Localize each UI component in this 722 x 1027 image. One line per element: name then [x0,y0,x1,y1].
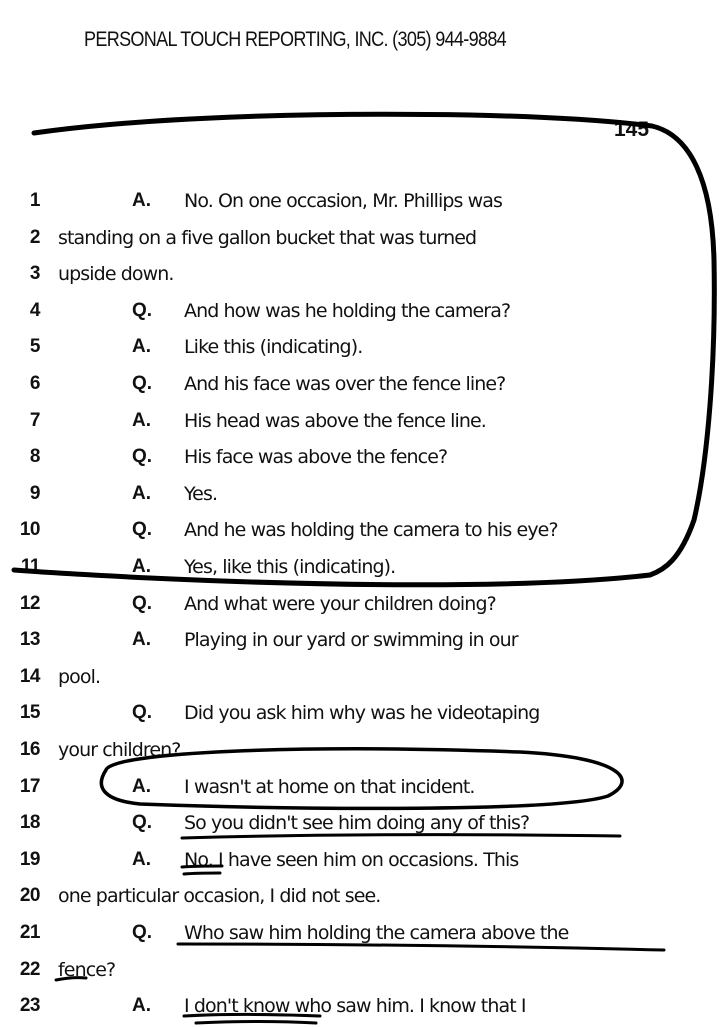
line-number: 18 [19,812,40,833]
transcript-line [0,666,722,696]
speaker-label: Q. [132,593,153,614]
line-number: 16 [19,739,40,760]
line-text: Who saw him holding the camera above the [184,922,569,944]
transcript-line [0,849,722,879]
transcript-line [0,776,722,806]
line-text: pool. [58,666,101,688]
line-number: 3 [29,263,40,284]
line-number: 2 [29,227,40,248]
line-text: No. I have seen him on occasions. This [184,849,519,871]
transcript-line [0,556,722,586]
transcript-line [0,959,722,989]
speaker-label: Q. [132,812,153,833]
speaker-label: A. [132,190,151,211]
line-text: And he was holding the camera to his eye? [184,519,558,541]
line-text: So you didn't see him doing any of this? [184,812,530,834]
transcript-line [0,446,722,476]
speaker-label: Q. [132,300,153,321]
line-number: 10 [19,519,40,540]
transcript-line [0,410,722,440]
speaker-label: A. [132,410,151,431]
line-text: No. On one occasion, Mr. Phillips was [184,190,503,212]
speaker-label: Q. [132,446,153,467]
line-number: 8 [29,446,40,467]
line-text: upside down. [58,263,174,285]
transcript-line [0,519,722,549]
speaker-label: Q. [132,519,153,540]
line-number: 7 [29,410,40,431]
transcript-line [0,336,722,366]
transcript-line [0,483,722,513]
line-number: 17 [19,776,40,797]
line-text: I wasn't at home on that incident. [184,776,475,798]
speaker-label: Q. [132,922,153,943]
line-text: Yes. [184,483,218,505]
transcript-line [0,227,722,257]
speaker-label: A. [132,483,151,504]
line-number: 6 [29,373,40,394]
line-text: one particular occasion, I did not see. [58,885,381,907]
line-text: And how was he holding the camera? [184,300,511,322]
speaker-label: A. [132,849,151,870]
transcript-line [0,995,722,1025]
line-number: 22 [19,959,40,980]
speaker-label: Q. [132,702,153,723]
line-text: your children? [58,739,181,761]
line-number: 19 [19,849,40,870]
transcript-line [0,190,722,220]
speaker-label: Q. [132,373,153,394]
line-text: And what were your children doing? [184,593,496,615]
line-number: 4 [29,300,40,321]
line-number: 12 [19,593,40,614]
speaker-label: A. [132,336,151,357]
line-text: His face was above the fence? [184,446,448,468]
line-text: And his face was over the fence line? [184,373,506,395]
transcript-line [0,812,722,842]
page-number: 145 [614,118,650,141]
line-number: 1 [29,190,40,211]
line-number: 23 [19,995,40,1016]
line-number: 5 [29,336,40,357]
line-text: Like this (indicating). [184,336,363,358]
transcript-line [0,702,722,732]
line-number: 13 [19,629,40,650]
line-number: 11 [20,556,40,577]
transcript-line [0,593,722,623]
line-number: 15 [19,702,40,723]
line-text: Yes, like this (indicating). [184,556,396,578]
transcript-line [0,922,722,952]
speaker-label: A. [132,629,151,650]
transcript-line [0,885,722,915]
transcript-line [0,300,722,330]
line-number: 21 [19,922,40,943]
transcript-line [0,373,722,403]
line-text: standing on a five gallon bucket that was turned [58,227,477,249]
line-number: 9 [29,483,40,504]
line-text: His head was above the fence line. [184,410,486,432]
speaker-label: A. [132,995,151,1016]
line-number: 14 [19,666,40,687]
transcript-line [0,739,722,769]
line-text: Did you ask him why was he videotaping [184,702,540,724]
line-text: Playing in our yard or swimming in our [184,629,518,651]
page-header: PERSONAL TOUCH REPORTING, INC. (305) 944-9884 [84,28,507,51]
transcript-line [0,629,722,659]
line-text: I don't know who saw him. I know that I [184,995,526,1017]
line-text: fence? [58,959,116,981]
line-number: 20 [19,885,40,906]
speaker-label: A. [132,556,151,577]
speaker-label: A. [132,776,151,797]
transcript-line [0,263,722,293]
